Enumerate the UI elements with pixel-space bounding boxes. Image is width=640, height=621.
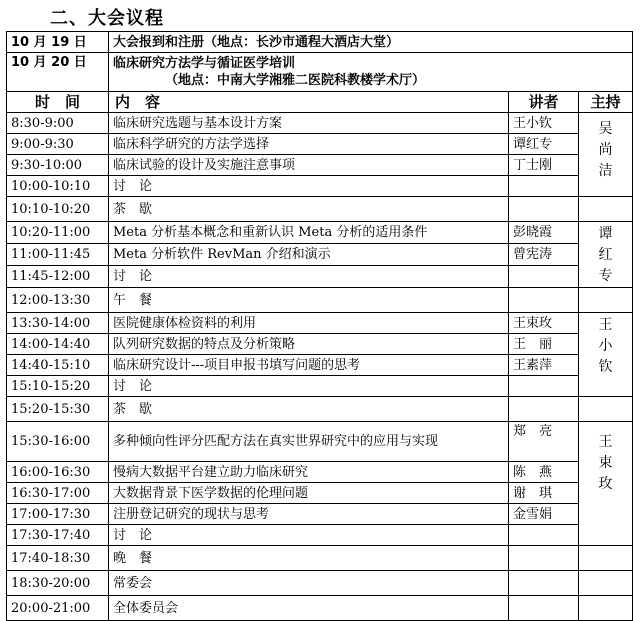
host-cell [579, 422, 633, 546]
time-cell: 10:10-10:20 [7, 197, 109, 222]
speaker-cell: 曾宪涛 [509, 244, 579, 266]
time-cell: 16:00-16:30 [7, 462, 109, 483]
host-cell [579, 113, 633, 197]
content-cell: 讨 论 [109, 266, 509, 288]
agenda-row [7, 504, 633, 525]
content-cell: 临床研究设计---项目申报书填写问题的思考 [109, 355, 509, 376]
header-speaker: 讲者 [509, 92, 579, 113]
speaker-cell [509, 525, 579, 546]
time-cell: 10:20-11:00 [7, 222, 109, 244]
agenda-row [7, 222, 633, 244]
training-row [7, 53, 633, 92]
agenda-row [7, 376, 633, 397]
content-cell: 队列研究数据的特点及分析策略 [109, 334, 509, 355]
host-name-char: 束 [598, 455, 613, 471]
time-cell: 10:00-10:10 [7, 176, 109, 197]
speaker-cell: 丁士刚 [509, 155, 579, 176]
content-cell: Meta 分析基本概念和重新认识 Meta 分析的适用条件 [109, 222, 509, 244]
content-cell: 医院健康体检资料的利用 [109, 313, 509, 334]
content-cell: 多种倾向性评分匹配方法在真实世界研究中的应用与实现 [109, 422, 509, 462]
time-cell: 17:40-18:30 [7, 546, 109, 571]
agenda-row [7, 397, 633, 422]
header-row [7, 92, 633, 113]
time-cell: 8:30-9:00 [7, 113, 109, 134]
host-name-char: 王 [598, 317, 613, 333]
content-cell: 临床科学研究的方法学选择 [109, 134, 509, 155]
speaker-cell: 王束玫 [509, 313, 579, 334]
agenda-row [7, 176, 633, 197]
content-cell: 午 餐 [109, 288, 509, 313]
time-cell: 16:30-17:00 [7, 483, 109, 504]
host-cell [579, 546, 633, 571]
time-cell: 9:00-9:30 [7, 134, 109, 155]
speaker-cell: 谢 琪 [509, 483, 579, 504]
time-cell: 13:30-14:00 [7, 313, 109, 334]
content-cell: 茶 歇 [109, 197, 509, 222]
time-cell: 17:30-17:40 [7, 525, 109, 546]
host-cell [579, 397, 633, 422]
host-cell [579, 197, 633, 222]
agenda-row [7, 422, 633, 462]
content-cell: 茶 歇 [109, 397, 509, 422]
speaker-cell [509, 571, 579, 596]
time-cell: 14:40-15:10 [7, 355, 109, 376]
time-cell: 20:00-21:00 [7, 596, 109, 621]
host-name-char: 尚 [598, 142, 613, 158]
speaker-cell [509, 266, 579, 288]
speaker-cell [509, 197, 579, 222]
speaker-cell: 王 丽 [509, 334, 579, 355]
time-cell: 14:00-14:40 [7, 334, 109, 355]
content-cell: 晚 餐 [109, 546, 509, 571]
content-cell: 临床试验的设计及实施注意事项 [109, 155, 509, 176]
agenda-row [7, 483, 633, 504]
agenda-row [7, 113, 633, 134]
agenda-row [7, 313, 633, 334]
speaker-cell: 金雪娟 [509, 504, 579, 525]
speaker-cell [509, 288, 579, 313]
registration-event: 大会报到和注册（地点：长沙市通程大酒店大堂） [109, 32, 633, 53]
speaker-cell [509, 596, 579, 621]
agenda-row [7, 334, 633, 355]
agenda-row [7, 355, 633, 376]
training-event [109, 53, 633, 92]
header-host: 主持 [579, 92, 633, 113]
agenda-row [7, 244, 633, 266]
time-cell: 15:10-15:20 [7, 376, 109, 397]
time-cell: 17:00-17:30 [7, 504, 109, 525]
speaker-cell [509, 546, 579, 571]
content-cell: 全体委员会 [109, 596, 509, 621]
host-name-char: 专 [598, 268, 613, 284]
date-cell: 10 月 19 日 [7, 32, 109, 53]
training-venue: （地点：中南大学湘雅二医院科教楼学术厅） [165, 73, 426, 88]
agenda-row [7, 546, 633, 571]
host-name-char: 吴 [598, 121, 613, 137]
content-cell: 讨 论 [109, 176, 509, 197]
agenda-row [7, 462, 633, 483]
registration-row [7, 32, 633, 53]
host-cell [579, 596, 633, 621]
host-name-char: 谭 [598, 226, 613, 242]
time-cell: 9:30-10:00 [7, 155, 109, 176]
host-name-char: 钦 [598, 359, 613, 375]
time-cell: 18:30-20:00 [7, 571, 109, 596]
speaker-cell: 谭红专 [509, 134, 579, 155]
agenda-row [7, 525, 633, 546]
content-cell: Meta 分析软件 RevMan 介绍和演示 [109, 244, 509, 266]
agenda-row [7, 288, 633, 313]
time-cell: 11:45-12:00 [7, 266, 109, 288]
time-cell: 11:00-11:45 [7, 244, 109, 266]
speaker-cell: 彭晓霞 [509, 222, 579, 244]
host-name-char: 洁 [598, 163, 613, 179]
agenda-row [7, 155, 633, 176]
header-time: 时 间 [7, 92, 109, 113]
agenda-row [7, 134, 633, 155]
host-name-char: 王 [598, 434, 613, 450]
speaker-cell [509, 397, 579, 422]
section-title: 二、大会议程 [50, 8, 164, 29]
speaker-cell [509, 176, 579, 197]
content-cell: 临床研究选题与基本设计方案 [109, 113, 509, 134]
agenda-row [7, 571, 633, 596]
host-cell [579, 313, 633, 397]
host-cell [579, 222, 633, 288]
content-cell: 讨 论 [109, 376, 509, 397]
speaker-cell: 王素萍 [509, 355, 579, 376]
agenda-table [6, 31, 633, 621]
content-cell: 注册登记研究的现状与思考 [109, 504, 509, 525]
content-cell: 慢病大数据平台建立助力临床研究 [109, 462, 509, 483]
host-name-char: 红 [598, 247, 613, 263]
content-cell: 常委会 [109, 571, 509, 596]
speaker-cell [509, 376, 579, 397]
agenda-row [7, 596, 633, 621]
agenda-row [7, 197, 633, 222]
time-cell: 15:30-16:00 [7, 422, 109, 462]
header-content: 内 容 [109, 92, 509, 113]
speaker-cell: 陈 燕 [509, 462, 579, 483]
content-cell: 讨 论 [109, 525, 509, 546]
host-name-char: 小 [598, 338, 613, 354]
speaker-cell: 王小钦 [509, 113, 579, 134]
training-title: 临床研究方法学与循证医学培训 [113, 56, 296, 71]
time-cell: 12:00-13:30 [7, 288, 109, 313]
time-cell: 15:20-15:30 [7, 397, 109, 422]
host-cell [579, 571, 633, 596]
speaker-cell: 郑 亮 [509, 422, 579, 462]
host-cell [579, 288, 633, 313]
agenda-row [7, 266, 633, 288]
host-name-char: 玫 [598, 476, 613, 492]
date-cell: 10 月 20 日 [7, 53, 109, 92]
content-cell: 大数据背景下医学数据的伦理问题 [109, 483, 509, 504]
